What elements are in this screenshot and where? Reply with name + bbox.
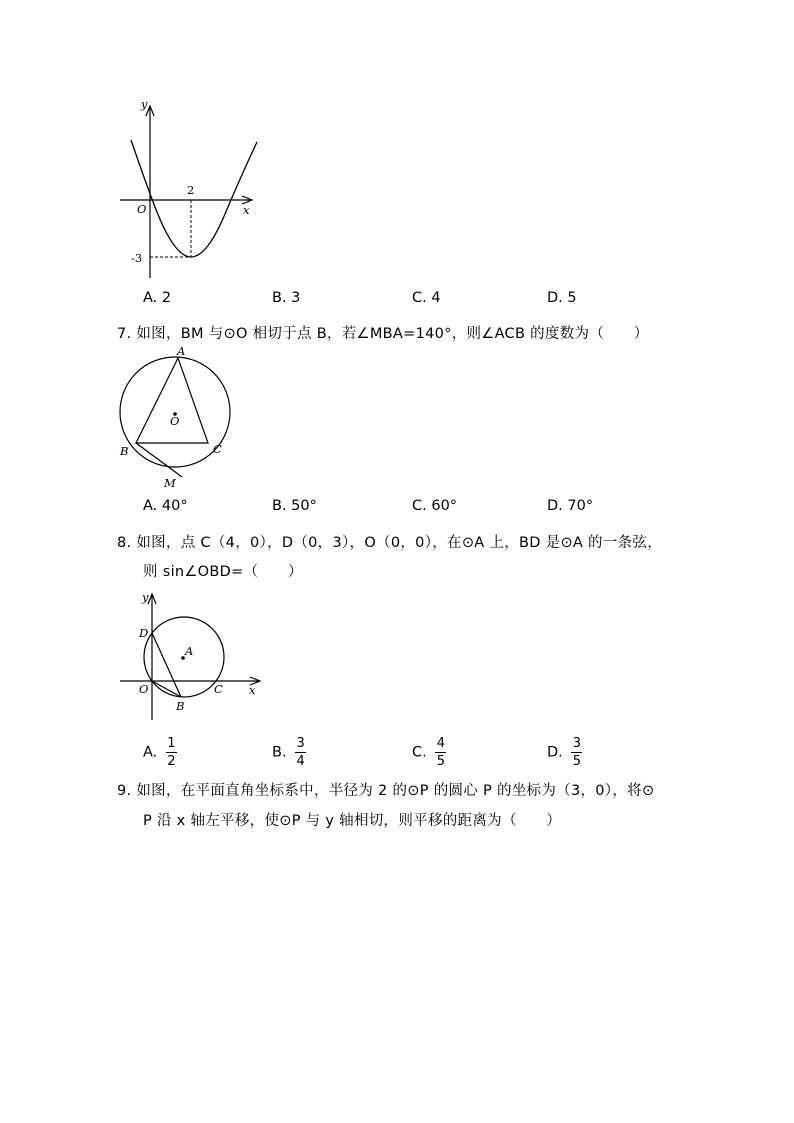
- q7-triangle-abc: [136, 358, 208, 443]
- q8-option-c-fraction: [435, 736, 446, 769]
- q8-option-a-fraction-bar: [166, 752, 177, 753]
- q6-option-d[interactable]: D. 5: [547, 290, 577, 306]
- q6-parabola-figure: [110, 96, 270, 281]
- q8-option-a[interactable]: [143, 736, 177, 769]
- q6-origin-label: O: [137, 202, 147, 216]
- q7-label-m: M: [164, 476, 176, 490]
- q7-tangent-bm: [136, 443, 182, 477]
- q7-option-c[interactable]: C. 60°: [412, 498, 458, 514]
- q8-option-b[interactable]: [272, 736, 306, 769]
- q8-option-a-letter: A.: [143, 744, 158, 761]
- q8-option-a-denominator: 2: [167, 754, 176, 769]
- q8-option-b-fraction-bar: [295, 752, 306, 753]
- q8-label-x: x: [249, 683, 256, 697]
- q8-label-d: D: [139, 626, 149, 640]
- q6-option-c[interactable]: C. 4: [412, 290, 441, 306]
- q7-question-text: 7. 如图，BM 与⊙O 相切于点 B，若∠MBA=140°，则∠ACB 的度数为（ ）: [117, 326, 649, 342]
- q9-question-text-line2: P 沿 x 轴左平移，使⊙P 与 y 轴相切，则平移的距离为（ ）: [143, 813, 562, 829]
- q7-option-b[interactable]: B. 50°: [272, 498, 317, 514]
- q8-option-c-fraction-bar: [435, 752, 446, 753]
- q7-option-d[interactable]: D. 70°: [547, 498, 594, 514]
- q6-tick-y-label: -3: [131, 251, 143, 265]
- q8-label-o: O: [139, 682, 149, 696]
- q8-option-c-numerator: 4: [436, 736, 445, 751]
- q8-question-text-line1: 8. 如图，点 C（4，0），D（0，3），O（0，0），在⊙A 上，BD 是⊙A 的一条弦，: [117, 535, 663, 551]
- q8-option-a-fraction: [166, 736, 177, 769]
- q8-label-y: y: [142, 590, 149, 604]
- q7-label-a: A: [177, 344, 186, 358]
- q8-option-b-letter: B.: [272, 744, 287, 761]
- q8-option-c-letter: C.: [412, 744, 427, 761]
- q6-tick-x-label: 2: [187, 183, 195, 197]
- q8-option-d[interactable]: [547, 736, 582, 769]
- q8-option-d-fraction-bar: [571, 752, 582, 753]
- q8-option-b-fraction: [295, 736, 306, 769]
- q8-option-d-denominator: 5: [572, 754, 582, 769]
- q8-option-d-numerator: 3: [572, 736, 582, 751]
- q6-y-label: y: [141, 97, 148, 111]
- q8-label-a: A: [185, 644, 194, 658]
- q8-chord-db: [152, 633, 181, 697]
- q6-x-label: x: [243, 203, 250, 217]
- q8-label-b: B: [176, 699, 185, 713]
- q8-option-a-numerator: 1: [167, 736, 176, 751]
- q8-option-c-denominator: 5: [436, 754, 445, 769]
- q8-circle-figure: [115, 588, 265, 716]
- q8-option-b-numerator: 3: [296, 736, 305, 751]
- q8-option-b-denominator: 4: [296, 754, 305, 769]
- q8-segment-ob: [152, 681, 181, 697]
- q6-option-a[interactable]: A. 2: [143, 290, 172, 306]
- q8-option-d-letter: D.: [547, 744, 563, 761]
- q8-option-d-fraction: [571, 736, 582, 769]
- q7-circle-figure: [112, 342, 242, 490]
- q7-label-c: C: [213, 442, 222, 456]
- q8-question-text-line2: 则 sin∠OBD=（ ）: [143, 564, 303, 580]
- q6-option-b[interactable]: B. 3: [272, 290, 301, 306]
- q9-question-text-line1: 9. 如图，在平面直角坐标系中，半径为 2 的⊙P 的圆心 P 的坐标为（3，0），将⊙: [117, 783, 655, 799]
- q7-option-a[interactable]: A. 40°: [143, 498, 188, 514]
- q8-option-c[interactable]: [412, 736, 446, 769]
- q7-label-b: B: [120, 444, 129, 458]
- q8-label-c: C: [214, 682, 223, 696]
- q7-label-o: O: [170, 414, 180, 428]
